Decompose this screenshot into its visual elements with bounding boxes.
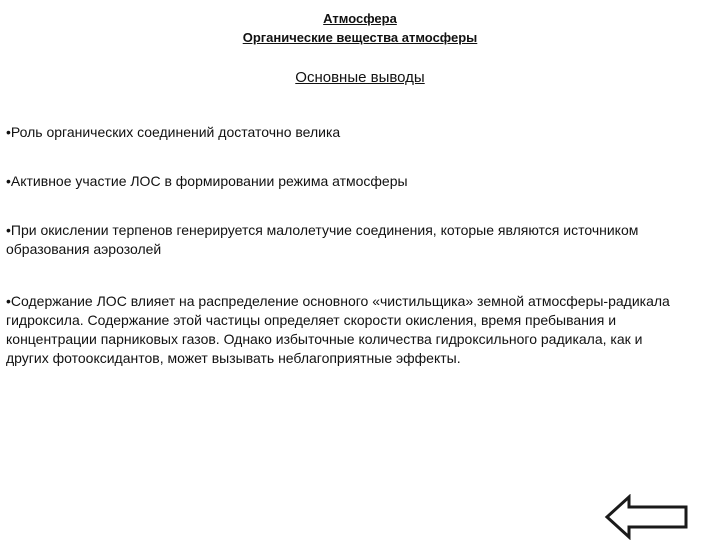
- header-subtitle: Органические вещества атмосферы: [242, 30, 478, 45]
- header-title: Атмосфера: [323, 11, 397, 26]
- bullet-item: •Содержание ЛОС влияет на распределение основного «чистильщика» земной атмосферы-радикала гидроксила. Содержание этой частицы определяет скорости окисления, время пребывания и концентрации парниковых газов. Однако избыточные количества гидроксильного радикала, как и других фотооксидантов, может вызывать неблагоприятные эффекты.: [6, 293, 670, 366]
- left-arrow-icon: [604, 494, 690, 540]
- back-button[interactable]: [604, 494, 690, 540]
- bullet-item: •Активное участие ЛОС в формировании режима атмосферы: [6, 173, 408, 189]
- bullet-item: •При окислении терпенов генерируется малолетучие соединения, которые являются источником образования аэрозолей: [6, 222, 639, 257]
- slide-header: [0, 9, 720, 47]
- bullet-item: •Роль органических соединений достаточно велика: [6, 124, 341, 140]
- section-title: Основные выводы: [295, 69, 425, 86]
